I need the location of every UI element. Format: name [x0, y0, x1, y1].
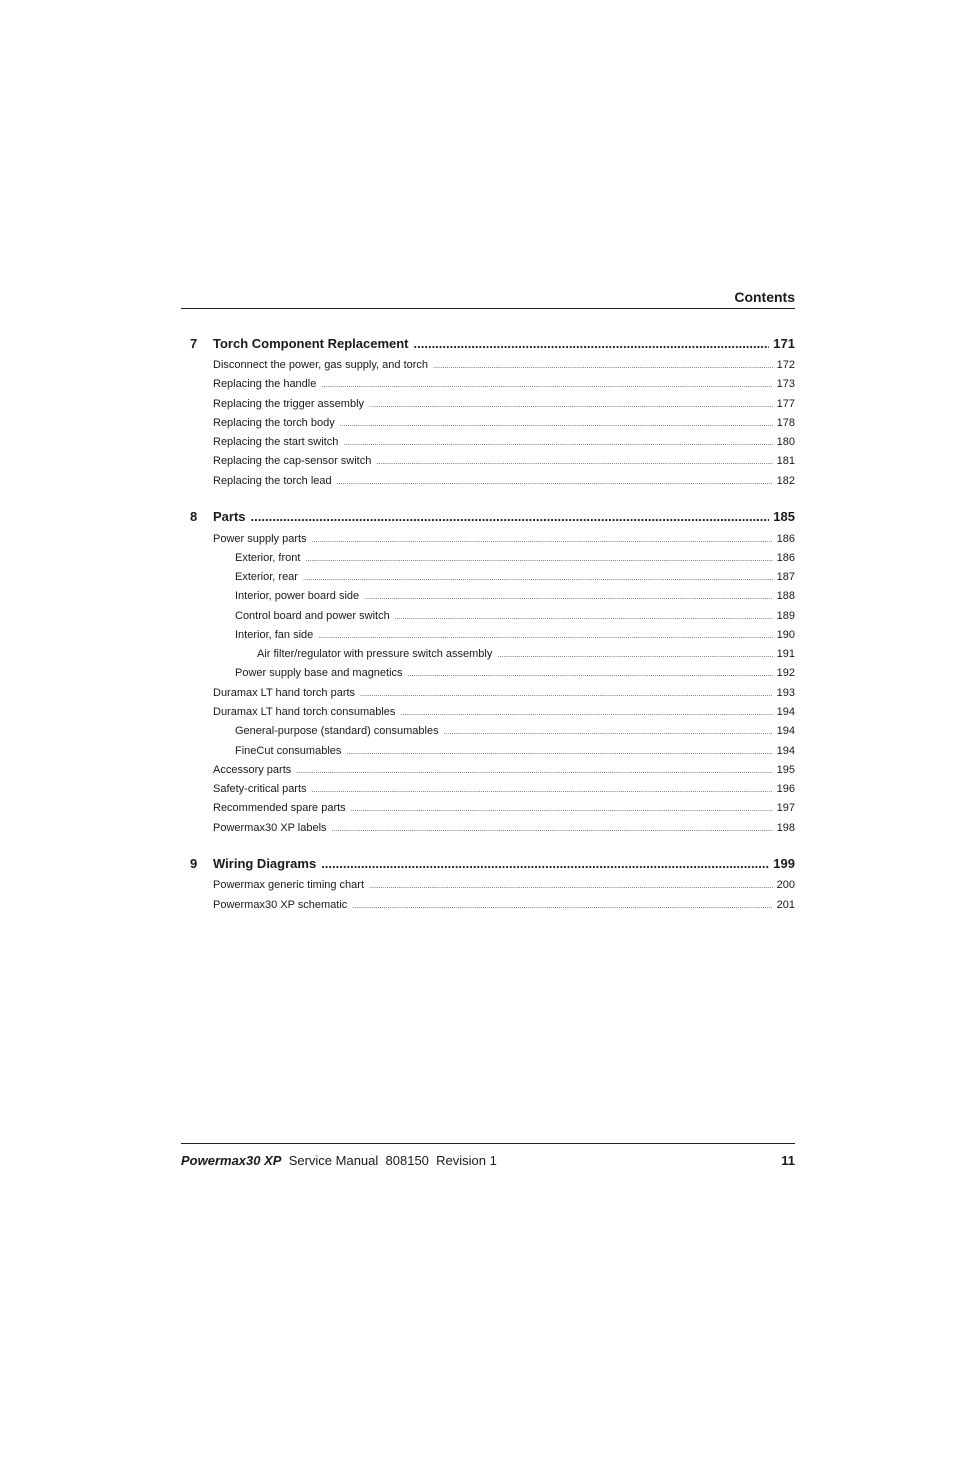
toc-entry-label: FineCut consumables: [235, 745, 342, 757]
dot-leader: [312, 787, 773, 794]
toc-entry-label: Control board and power switch: [235, 610, 390, 622]
toc-entry[interactable]: [213, 378, 795, 390]
toc-chapter-entry[interactable]: [213, 509, 795, 524]
toc-entry-label: Interior, fan side: [235, 629, 314, 641]
toc-entry-label: Powermax30 XP schematic: [213, 899, 348, 911]
toc-entry[interactable]: [213, 417, 795, 429]
toc-entry[interactable]: [213, 879, 795, 891]
toc-entry-label: Replacing the torch body: [213, 417, 335, 429]
toc-entry-label: Powermax30 XP labels: [213, 822, 327, 834]
toc-page-number: 187: [776, 571, 795, 583]
toc-chapter-entry[interactable]: [213, 856, 795, 871]
toc-page-number: 177: [776, 398, 795, 410]
toc-entry[interactable]: [235, 610, 795, 622]
toc-entry-label: Replacing the trigger assembly: [213, 398, 365, 410]
toc-entry[interactable]: [235, 552, 795, 564]
dot-leader: [337, 479, 773, 486]
toc-page-number: 181: [776, 455, 795, 467]
dot-leader: [296, 768, 772, 775]
toc-entry-label: General-purpose (standard) consumables: [235, 725, 439, 737]
toc-entry-label: Air filter/regulator with pressure switch assembly: [257, 648, 493, 660]
toc-page-number: 189: [776, 610, 795, 622]
toc-entry-label: Recommended spare parts: [213, 802, 346, 814]
footer-product-name: Powermax30 XP: [181, 1153, 282, 1168]
footer-revision: Revision 1: [436, 1153, 497, 1168]
toc-entry-label: Replacing the torch lead: [213, 475, 332, 487]
toc-entry[interactable]: [235, 629, 795, 641]
toc-chapter-title: Parts: [213, 509, 246, 524]
toc-entry[interactable]: [257, 648, 795, 660]
toc-entry[interactable]: [213, 687, 795, 699]
toc-entry-label: Exterior, rear: [235, 571, 298, 583]
footer-rule: [181, 1143, 795, 1144]
toc-page-number: 190: [776, 629, 795, 641]
dot-leader: [312, 537, 773, 544]
toc-page-number: 194: [776, 725, 795, 737]
toc-entry-label: Disconnect the power, gas supply, and torch: [213, 359, 429, 371]
toc-entry-label: Power supply base and magnetics: [235, 667, 403, 679]
toc-page-number: 186: [776, 533, 795, 545]
toc-page-number: 186: [776, 552, 795, 564]
chapter-number: 8: [190, 509, 198, 524]
dot-leader: [303, 575, 773, 582]
toc-chapter-title: Torch Component Replacement: [213, 336, 409, 351]
dot-leader: [343, 440, 772, 447]
dot-leader: [444, 729, 773, 736]
toc-page-number: 197: [776, 802, 795, 814]
toc-entry[interactable]: [213, 822, 795, 834]
toc-entry[interactable]: [235, 571, 795, 583]
toc-page-number: 201: [776, 899, 795, 911]
dot-leader: [321, 382, 772, 389]
toc-chapter-title: Wiring Diagrams: [213, 856, 317, 871]
toc-entry[interactable]: [213, 899, 795, 911]
toc-page-number: 194: [776, 745, 795, 757]
dot-leader: [376, 459, 772, 466]
toc-entry[interactable]: [213, 706, 795, 718]
dot-leader: [433, 363, 773, 370]
dot-leader: [395, 614, 773, 621]
toc-entry-label: Exterior, front: [235, 552, 301, 564]
toc-entry[interactable]: [213, 398, 795, 410]
toc-page-number: 182: [776, 475, 795, 487]
toc-page-number: 195: [776, 764, 795, 776]
header-rule: [181, 308, 795, 309]
dot-leader: [352, 903, 772, 910]
dot-leader: [351, 806, 773, 813]
page-footer: [181, 1153, 795, 1168]
toc-page-number: 191: [776, 648, 795, 660]
dot-leader: [340, 421, 773, 428]
toc-page-number: 173: [776, 378, 795, 390]
dot-leader: [414, 336, 770, 351]
toc-page-number: 196: [776, 783, 795, 795]
dot-leader: [360, 691, 773, 698]
toc-entry-label: Replacing the handle: [213, 378, 317, 390]
chapter-number: 9: [190, 856, 198, 871]
toc-entry[interactable]: [235, 745, 795, 757]
toc-page-number: 172: [776, 359, 795, 371]
toc-page-number: 192: [776, 667, 795, 679]
toc-entry[interactable]: [213, 783, 795, 795]
toc-entry-label: Interior, power board side: [235, 590, 360, 602]
toc-page-number: 188: [776, 590, 795, 602]
toc-chapter-entry[interactable]: [213, 336, 795, 351]
toc-entry[interactable]: [235, 667, 795, 679]
dot-leader: [321, 856, 769, 871]
toc-entry[interactable]: [213, 475, 795, 487]
toc-entry[interactable]: [213, 455, 795, 467]
toc-entry-label: Powermax generic timing chart: [213, 879, 365, 891]
chapter-number: 7: [190, 336, 198, 351]
dot-leader: [400, 710, 772, 717]
toc-page-number: 198: [776, 822, 795, 834]
toc-entry-label: Replacing the cap-sensor switch: [213, 455, 372, 467]
toc-page-number: 200: [776, 879, 795, 891]
toc-page-number: 199: [773, 856, 795, 871]
dot-leader: [346, 749, 772, 756]
dot-leader: [251, 509, 770, 524]
toc-entry[interactable]: [213, 436, 795, 448]
toc-entry-label: Replacing the start switch: [213, 436, 339, 448]
dot-leader: [369, 402, 773, 409]
toc-entry[interactable]: [235, 590, 795, 602]
toc-entry[interactable]: [213, 359, 795, 371]
toc-entry-label: Duramax LT hand torch consumables: [213, 706, 396, 718]
toc-page-number: 171: [773, 336, 795, 351]
page-header-title: Contents: [734, 289, 795, 305]
toc-page-number: 180: [776, 436, 795, 448]
toc-entry-label: Duramax LT hand torch parts: [213, 687, 356, 699]
dot-leader: [497, 652, 772, 659]
footer-document-info: [181, 1153, 497, 1168]
toc-entry[interactable]: [213, 764, 795, 776]
toc-page-number: 193: [776, 687, 795, 699]
footer-page-number: 11: [781, 1153, 795, 1168]
toc-entry[interactable]: [235, 725, 795, 737]
toc-page-number: 194: [776, 706, 795, 718]
footer-part-number: 808150: [385, 1153, 429, 1168]
toc-page-number: 178: [776, 417, 795, 429]
dot-leader: [305, 556, 772, 563]
dot-leader: [332, 826, 773, 833]
dot-leader: [364, 594, 773, 601]
toc-entry[interactable]: [213, 533, 795, 545]
dot-leader: [408, 671, 773, 678]
toc-page-number: 185: [773, 509, 795, 524]
toc-entry-label: Safety-critical parts: [213, 783, 307, 795]
toc-entry-label: Accessory parts: [213, 764, 292, 776]
footer-manual-type: Service Manual: [288, 1153, 379, 1168]
dot-leader: [369, 883, 773, 890]
toc-entry[interactable]: [213, 802, 795, 814]
dot-leader: [318, 633, 772, 640]
toc-entry-label: Power supply parts: [213, 533, 307, 545]
